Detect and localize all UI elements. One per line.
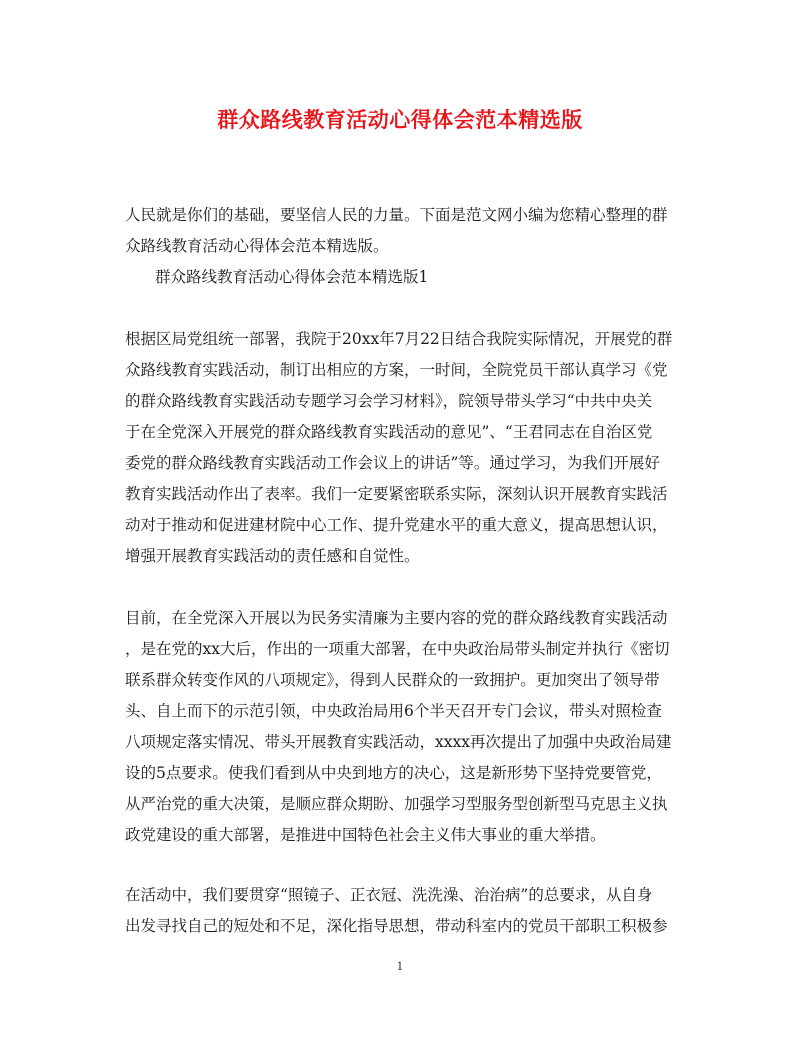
paragraph-1 [125,324,677,572]
text-line: 教育实践活动作出了表率。我们一定要紧密联系实际，深刻认识开展教育实践活 [125,485,668,503]
paragraph-2 [125,603,677,851]
intro-paragraph [125,200,677,262]
page-number: 1 [396,960,404,973]
text-line: 的群众路线教育实践活动专题学习会学习材料》，院领导带头学习“中共中央关 [125,392,653,410]
text-line: 从严治党的重大决策，是顺应群众期盼、加强学习型服务型创新型马克思主义执 [125,795,668,813]
section-subheading: 群众路线教育活动心得体会范本精选版1 [155,268,429,286]
text-line: 出发寻找自己的短处和不足，深化指导思想，带动科室内的党员干部职工积极参 [125,917,668,935]
text-line: 在活动中，我们要贯穿“照镜子、正衣冠、洗洗澡、治治病”的总要求，从自身 [125,886,653,904]
document-title: 群众路线教育活动心得体会范本精选版 [217,107,583,132]
paragraph-3 [125,880,677,942]
text-line: 目前，在全党深入开展以为民务实清廉为主要内容的党的群众路线教育实践活动 [125,609,668,627]
text-line: 根据区局党组统一部署，我院于20xx年7月22日结合我院实际情况，开展党的群 [125,330,673,348]
text-line: 委党的群众路线教育实践活动工作会议上的讲话”等。通过学习，为我们开展好 [125,454,660,472]
text-line: 政党建设的重大部署，是推进中国特色社会主义伟大事业的重大举措。 [125,826,606,844]
text-line: 头、自上而下的示范引领，中央政治局用6个半天召开专门会议，带头对照检查 [125,702,662,720]
text-line: 众路线教育活动心得体会范本精选版。 [125,237,389,255]
text-line: 增强开展教育实践活动的责任感和自觉性。 [125,547,420,565]
text-line: 于在全党深入开展党的群众路线教育实践活动的意见”、“王君同志在自治区党 [125,423,653,441]
text-line: 八项规定落实情况、带头开展教育实践活动，xxxx再次提出了加强中央政治局建 [125,733,672,751]
text-line: 联系群众转变作风的八项规定》，得到人民群众的一致拥护。更加突出了领导带 [125,671,660,689]
text-line: 动对于推动和促进建材院中心工作、提升党建水平的重大意义，提高思想认识， [125,516,668,534]
text-line: 众路线教育实践活动，制订出相应的方案，一时间，全院党员干部认真学习《党 [125,361,668,379]
text-line: 设的5点要求。使我们看到从中央到地方的决心，这是新形势下坚持党要管党， [125,764,662,782]
text-line: 人民就是你们的基础，要坚信人民的力量。下面是范文网小编为您精心整理的群 [125,206,668,224]
text-line: ，是在党的xx大后，作出的一项重大部署，在中央政治局带头制定并执行《密切 [125,640,670,658]
